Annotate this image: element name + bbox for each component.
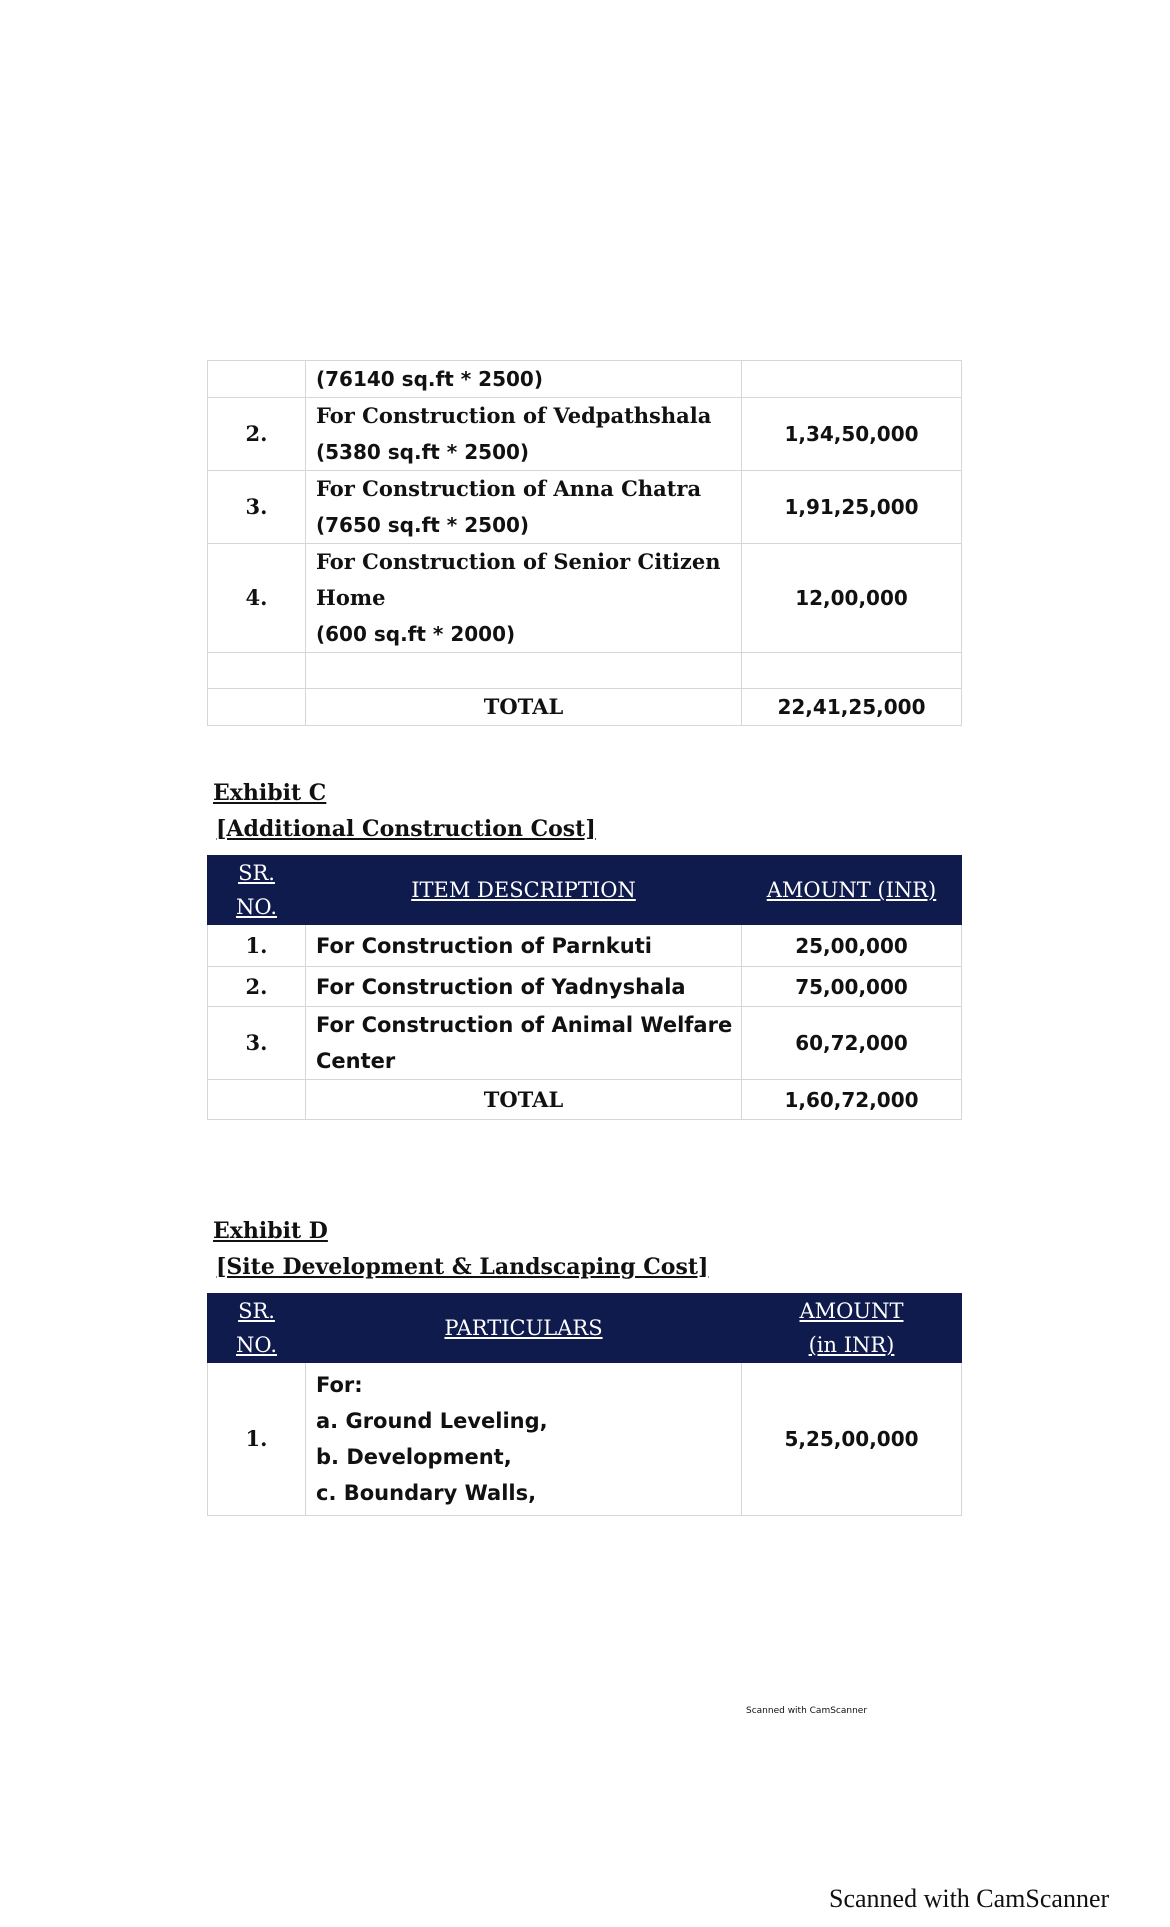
sr-cell: 3. (208, 471, 306, 544)
desc-line: For Construction of Senior Citizen (316, 549, 721, 574)
sr-cell (208, 361, 306, 398)
table-row (208, 967, 962, 1007)
desc-line: (76140 sq.ft * 2500) (316, 367, 543, 391)
amount-cell: 60,72,000 (742, 1007, 962, 1080)
table-row (208, 361, 962, 398)
header-amount-line: (in INR) (808, 1333, 895, 1357)
amount-cell: 75,00,000 (742, 967, 962, 1007)
empty-cell (306, 653, 742, 689)
desc-line: Center (316, 1049, 396, 1073)
desc-line: (7650 sq.ft * 2500) (316, 513, 530, 537)
desc-line: c. Boundary Walls, (316, 1481, 537, 1505)
header-sr-line: NO. (235, 1333, 278, 1357)
desc-cell (306, 1007, 742, 1080)
exhibit-b-table (207, 360, 962, 726)
desc-cell (306, 967, 742, 1007)
exhibit-d-subtitle: [Site Development & Landscaping Cost] (216, 1254, 709, 1280)
total-amount: 22,41,25,000 (742, 689, 962, 726)
desc-line: For Construction of Animal Welfare (316, 1013, 733, 1037)
exhibit-c-table (207, 855, 962, 1120)
sr-cell: 4. (208, 544, 306, 653)
header-sr-line: SR. (238, 1299, 275, 1323)
exhibit-c-title: Exhibit C (213, 780, 327, 806)
total-row (208, 1080, 962, 1120)
header-amount-line: AMOUNT (799, 1299, 904, 1323)
amount-cell (742, 361, 962, 398)
header-sr-line: SR. (238, 861, 275, 885)
desc-cell (306, 398, 742, 471)
table-row (208, 544, 962, 653)
amount-cell: 12,00,000 (742, 544, 962, 653)
sr-cell: 3. (208, 1007, 306, 1080)
desc-line: For Construction of Yadnyshala (316, 974, 686, 999)
desc-line: For Construction of Parnkuti (316, 933, 652, 958)
exhibit-d-table (207, 1293, 962, 1516)
header-sr-line: NO. (235, 895, 278, 919)
total-amount: 1,60,72,000 (742, 1080, 962, 1120)
desc-line: (5380 sq.ft * 2500) (316, 440, 530, 464)
table-row (208, 398, 962, 471)
total-label: TOTAL (306, 1080, 742, 1120)
sr-cell: 2. (208, 398, 306, 471)
amount-cell: 1,91,25,000 (742, 471, 962, 544)
desc-cell (306, 925, 742, 967)
empty-cell (208, 689, 306, 726)
header-amount: AMOUNT (INR) (742, 856, 962, 925)
empty-cell (208, 1080, 306, 1120)
table-row (208, 925, 962, 967)
table-row (208, 471, 962, 544)
desc-cell (306, 1363, 742, 1516)
empty-cell (208, 653, 306, 689)
desc-cell (306, 361, 742, 398)
exhibit-d-title: Exhibit D (213, 1218, 328, 1244)
scanner-watermark: Scanned with CamScanner (829, 1884, 1110, 1913)
desc-line: b. Development, (316, 1445, 512, 1469)
header-desc: PARTICULARS (306, 1294, 742, 1363)
desc-cell (306, 544, 742, 653)
amount-cell: 25,00,000 (742, 925, 962, 967)
table-row (208, 1007, 962, 1080)
sr-cell: 1. (208, 925, 306, 967)
desc-line: a. Ground Leveling, (316, 1409, 548, 1433)
header-row (208, 1294, 962, 1363)
table-row (208, 1363, 962, 1516)
desc-line: For Construction of Vedpathshala (316, 403, 712, 428)
empty-cell (742, 653, 962, 689)
spacer-row (208, 653, 962, 689)
header-desc: ITEM DESCRIPTION (306, 856, 742, 925)
total-label: TOTAL (306, 689, 742, 726)
desc-line: For Construction of Anna Chatra (316, 476, 702, 501)
sr-cell: 2. (208, 967, 306, 1007)
total-row (208, 689, 962, 726)
header-sr (208, 1294, 306, 1363)
desc-line: Home (316, 585, 386, 610)
header-sr (208, 856, 306, 925)
header-amount (742, 1294, 962, 1363)
scanner-stamp-small: Scanned with CamScanner (746, 1706, 868, 1716)
header-row (208, 856, 962, 925)
sr-cell: 1. (208, 1363, 306, 1516)
exhibit-c-subtitle: [Additional Construction Cost] (216, 816, 596, 842)
desc-line: (600 sq.ft * 2000) (316, 622, 516, 646)
desc-line: For: (316, 1373, 363, 1397)
desc-cell (306, 471, 742, 544)
amount-cell: 1,34,50,000 (742, 398, 962, 471)
amount-cell: 5,25,00,000 (742, 1363, 962, 1516)
